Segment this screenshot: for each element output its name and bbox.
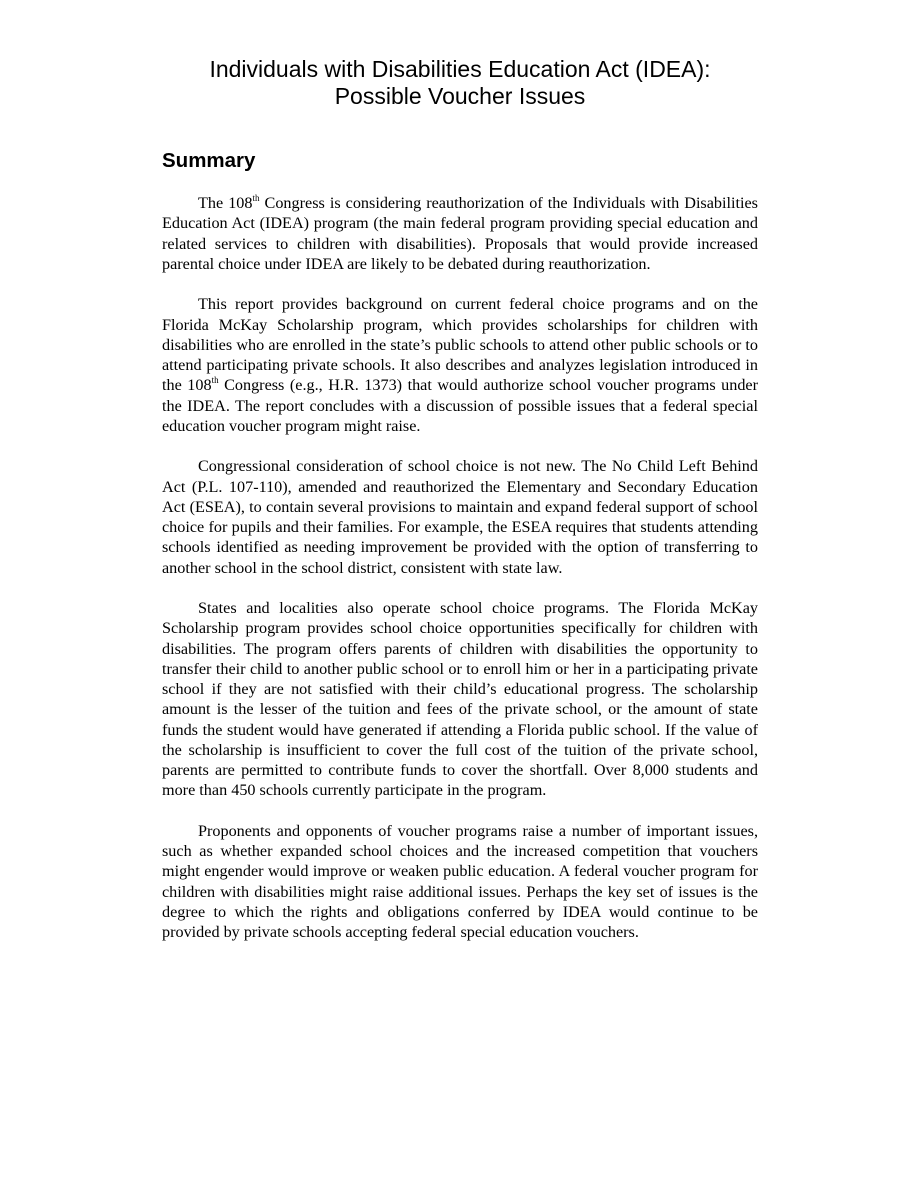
paragraph-4: States and localities also operate school choice programs. The Florida McKay Scholarship program provides school choice opportunities specifically for children with disabilities. The program offers parents of children with disabilities the opportunity to transfer their child to another public school or to enroll him or her in a participating private school if they are not satisfied with their child’s educational progress. The scholarship amount is the lesser of the tuition and fees of the private school, or the amount of state funds the student would have generated if attending a Florida public school. If the value of the scholarship is insufficient to cover the full cost of the tuition of the private school, parents are permitted to contribute funds to cover the shortfall. Over 8,000 students and more than 450 schools currently participate in the program. — [162, 599, 758, 800]
title-line-1: Individuals with Disabilities Education Act (IDEA): — [209, 56, 711, 82]
paragraph-1-text-b: Congress is considering reauthorization of the Individuals with Disabilities Education Act (IDEA) program (the main federal program providing special education and related services to children with disabilities). Proposals that would provide increased parental choice under IDEA are likely to be debated during reauthorization. — [162, 194, 758, 273]
paragraph-3: Congressional consideration of school choice is not new. The No Child Left Behind Act (P.L. 107-110), amended and reauthorized the Elementary and Secondary Education Act (ESEA), to contain several provisions to maintain and expand federal support of school choice for pupils and their families. For example, the ESEA requires that students attending schools identified as needing improvement be provided with the option of transferring to another school in the school district, consistent with state law. — [162, 457, 758, 577]
ordinal-superscript: th — [211, 375, 219, 386]
document-title — [0, 56, 920, 110]
paragraph-1 — [162, 193, 758, 274]
section-heading-summary: Summary — [162, 149, 256, 172]
summary-body — [162, 193, 758, 963]
title-line-2: Possible Voucher Issues — [334, 83, 586, 109]
paragraph-5: Proponents and opponents of voucher programs raise a number of important issues, such as whether expanded school choices and the increased competition that vouchers might engender would improve or weaken public education. A federal voucher program for children with disabilities might raise additional issues. Perhaps the key set of issues is the degree to which the rights and obligations conferred by IDEA would continue to be provided by private schools accepting federal special education vouchers. — [162, 821, 758, 941]
paragraph-2 — [162, 294, 758, 436]
ordinal-superscript: th — [252, 193, 260, 203]
paragraph-1-text-a: The 108 — [198, 194, 253, 212]
paragraph-2-text-a: This report provides background on current federal choice programs and on the Florida McKay Scholarship program, which provides scholarships for children with disabilities who are enrolled in the state’s public schools to attend other public schools or to attend participating private schools. It also describes and analyzes legislation introduced in the 108 — [162, 295, 758, 395]
paragraph-2-text-b: Congress (e.g., H.R. 1373) that would authorize school voucher programs under the IDEA. The report concludes with a discussion of possible issues that a federal special education voucher program might raise. — [162, 376, 759, 435]
